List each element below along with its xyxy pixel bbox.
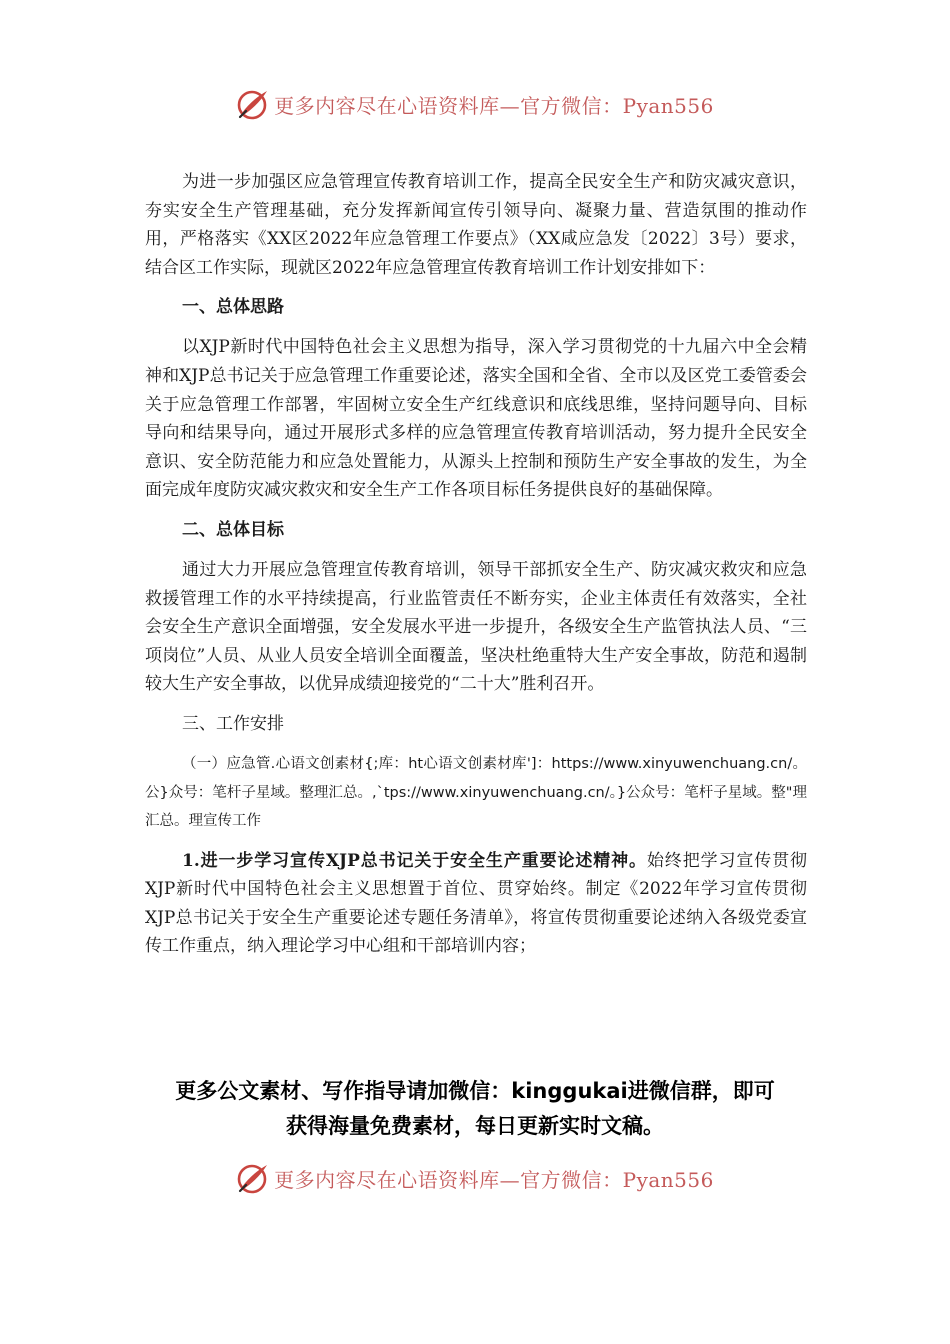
quill-logo-icon [236, 87, 270, 121]
banner-text: 更多内容尽在心语资料库—官方微信：Pyan556 [274, 1167, 714, 1192]
task-1-text: 始终把学习宣传贯彻XJP新时代中国特色社会主义思想置于首位、贯穿始终。制定《2022年学习宣传贯彻XJP总书记关于安全生产重要论述专题任务清单》，将宣传贯彻重要论述纳入各级党委宣传工作重点，纳入理论学习中心组和干部培训内容； [145, 850, 808, 957]
paragraph-general-goal: 通过大力开展应急管理宣传教育培训，领导干部抓安全生产、防灾减灾救灾和应急救援管理工作的水平持续提高，行业监管责任不断夯实，企业主体责任有效落实，全社会安全生产意识全面增强，安全发展水平进一步提升，各级安全生产监管执法人员、“三项岗位”人员、从业人员安全培训全面覆盖，坚决杜绝重特大生产安全事故，防范和遏制较大生产安全事故，以优异成绩迎接党的“二十大”胜利召开。 [145, 559, 807, 695]
banner-text: 更多内容尽在心语资料库—官方微信：Pyan556 [274, 93, 714, 118]
quill-logo-icon [236, 1161, 270, 1195]
promo-notice [0, 1074, 950, 1144]
promo-line-1: 更多公文素材、写作指导请加微信：kinggukai进微信群，即可 [175, 1079, 775, 1103]
section-heading-2: 二、总体目标 [182, 519, 284, 540]
section-heading-1: 一、总体思路 [182, 297, 284, 318]
intro-paragraph: 为进一步加强区应急管理宣传教育培训工作，提高全民安全生产和防灾减灾意识，夯实安全生产管理基础，充分发挥新闻宣传引领导向、凝聚力量、营造氛围的推动作用，严格落实《XX区2022年应急管理工作要点》（XX咸应急发〔2022〕3号）要求，结合区工作实际，现就区2022年应急管理宣传教育培训工作计划安排如下： [145, 172, 807, 278]
paragraph-task-1 [145, 847, 807, 961]
task-1-lead: 1.进一步学习宣传XJP总书记关于安全生产重要论述精神。 [182, 850, 647, 871]
paragraph-watermark-garbled: （一）应急管.心语文创素材{;库：ht心语文创素材库']：https://www.xinyuwenchuang.cn/。公}众号：笔杆子星域。整理汇总。,`tps://www.xinyuwenchuang.cn/。}公众号：笔杆子星域。整"理汇总。理宣传工作 [145, 755, 807, 830]
promo-line-2: 获得海量免费素材，每日更新实时文稿。 [286, 1114, 664, 1138]
paragraph-general-idea: 以XJP新时代中国特色社会主义思想为指导，深入学习贯彻党的十九届六中全会精神和XJP总书记关于应急管理工作重要论述，落实全国和全省、全市以及区党工委管委会关于应急管理工作部署，牢固树立安全生产红线意识和底线思维，坚持问题导向、目标导向和结果导向，通过开展形式多样的应急管理宣传教育培训活动，努力提升全民安全意识、安全防范能力和应急处置能力，从源头上控制和预防生产安全事故的发生，为全面完成年度防灾减灾救灾和安全生产工作各项目标任务提供良好的基础保障。 [145, 337, 807, 501]
document-body [145, 168, 807, 972]
header-banner [0, 84, 950, 124]
section-heading-3: 三、工作安排 [182, 713, 284, 734]
footer-banner [0, 1158, 950, 1198]
